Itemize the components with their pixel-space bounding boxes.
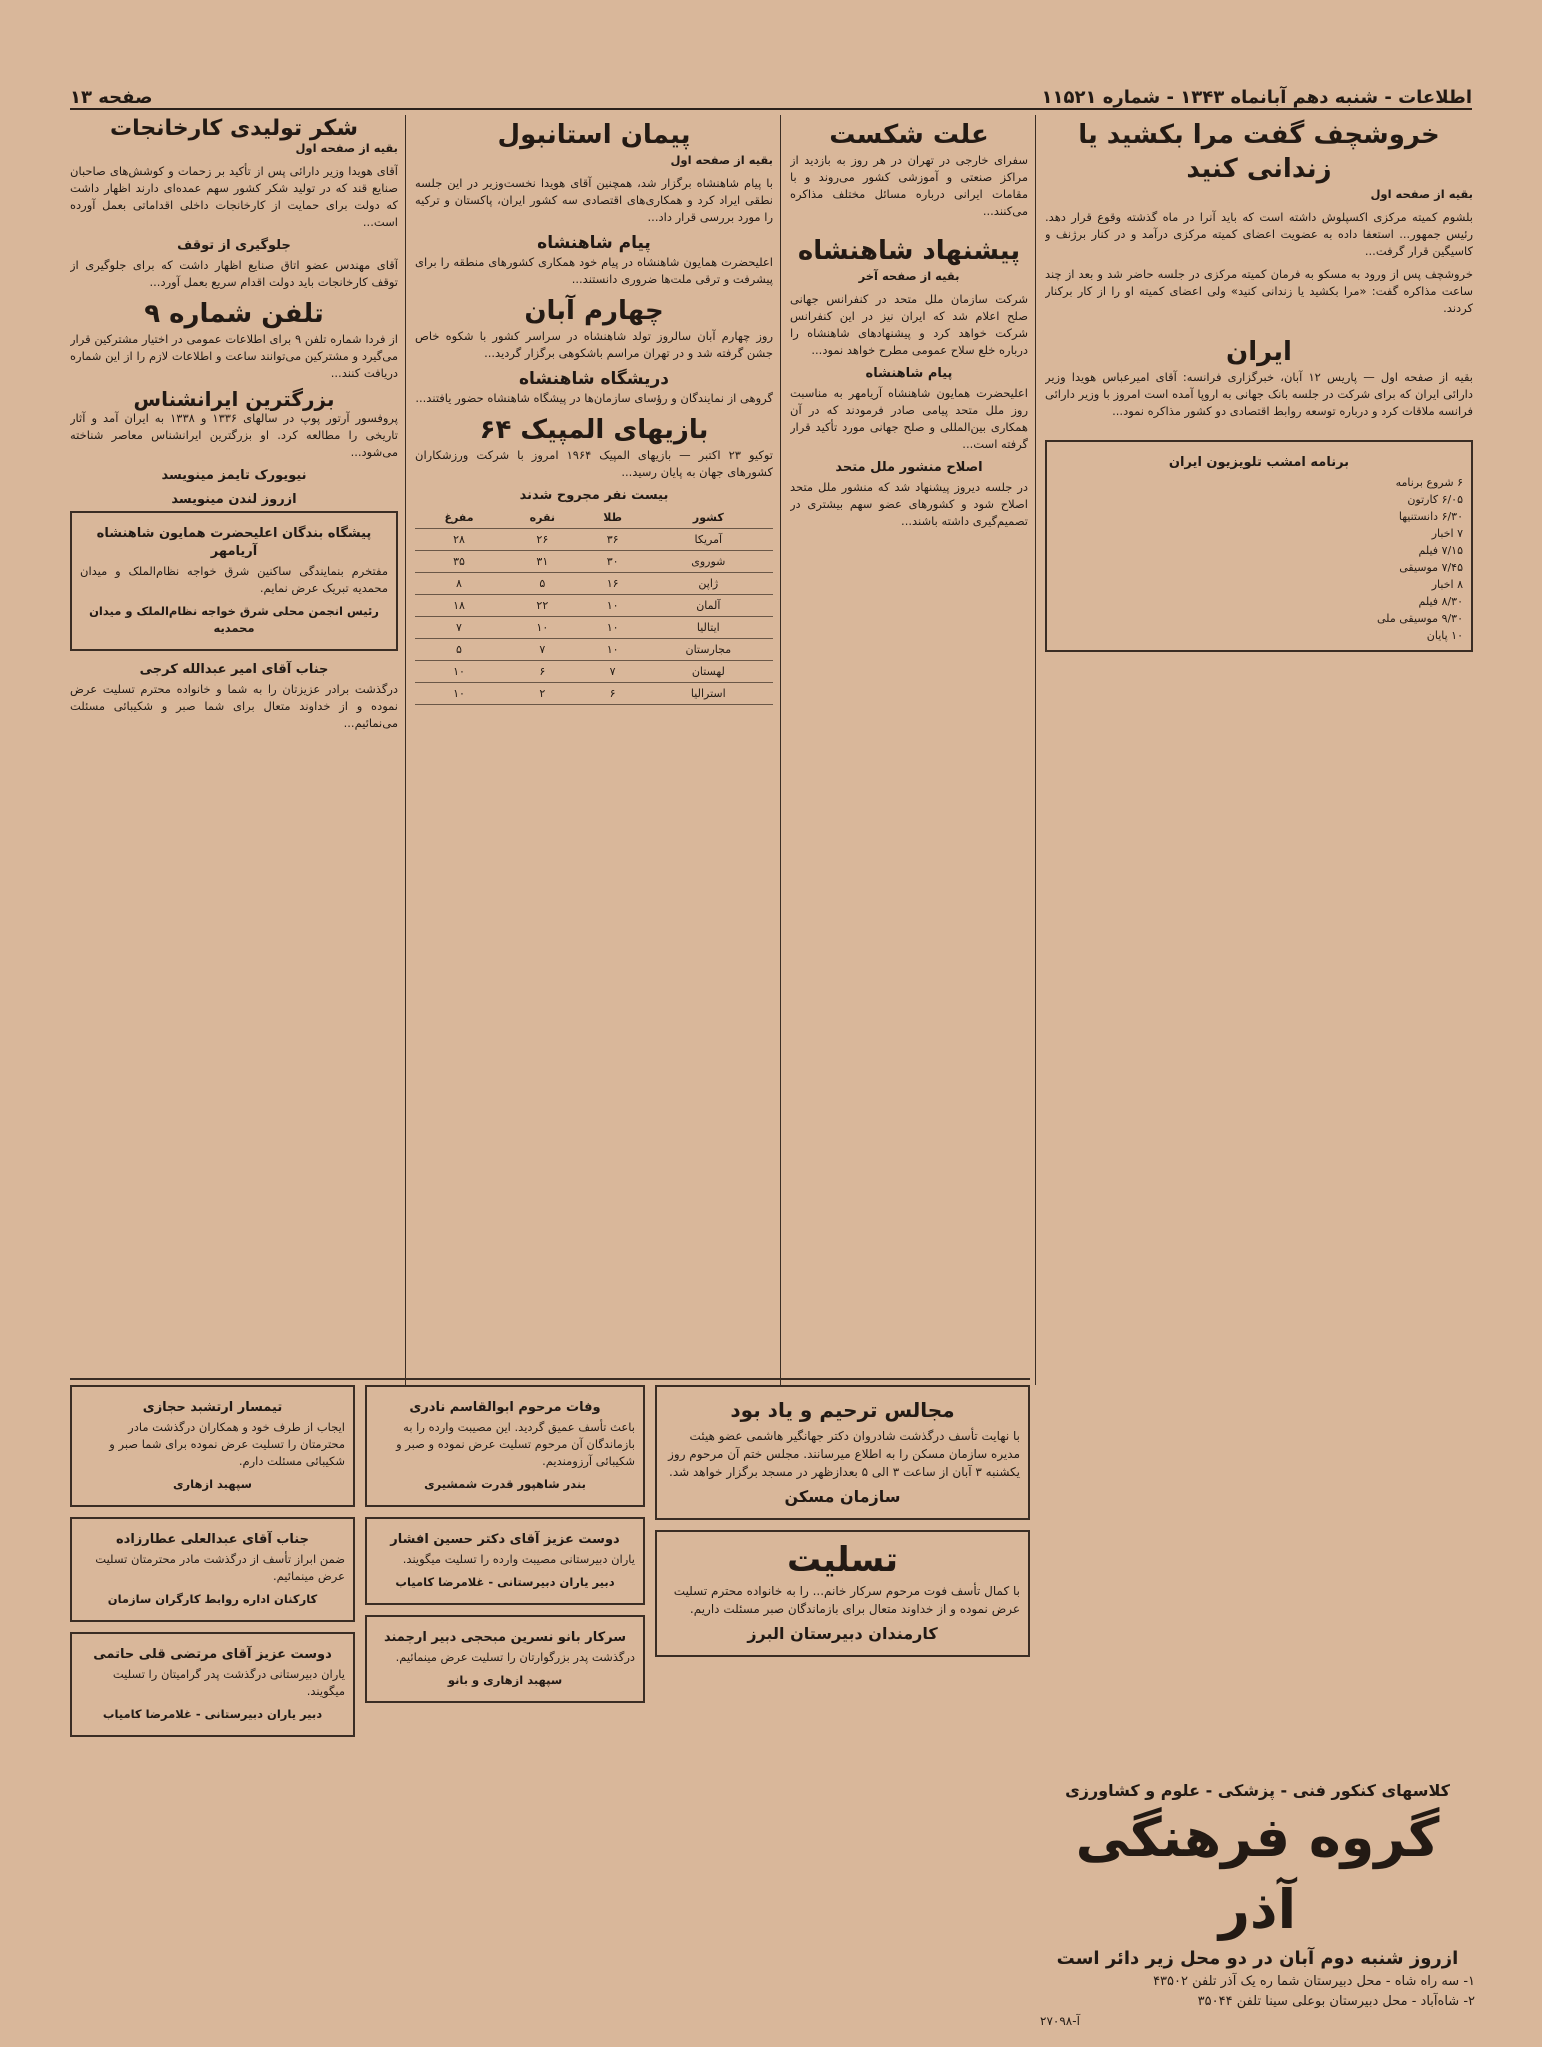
notice-signature: دبیر یاران دبیرستانی - غلامرضا کامیاب: [102, 1707, 323, 1721]
notice-title: وفات مرحوم ابوالقاسم نادری: [409, 1400, 601, 1415]
table-cell: ۳۱: [503, 551, 582, 573]
body-text: توکیو ۲۳ اکتبر — بازیهای المپیک ۱۹۶۴ امروز با شرکت ورزشکاران کشورهای جهان به پایان رسید...: [415, 448, 773, 479]
subhead-charter: اصلاح منشور ملل متحد: [835, 460, 983, 475]
ad-column-memorial: [655, 1385, 1030, 2015]
table-cell: ۲۸: [415, 529, 503, 551]
tv-schedule-item: ۶ شروع برنامه: [1395, 476, 1463, 489]
table-cell: لهستان: [644, 661, 773, 683]
table-cell: ۱۰: [415, 683, 503, 705]
tv-schedule-item: ۶/۰۵ کارتون: [1407, 493, 1463, 506]
notice-signature: کارکنان اداره روابط کارگران سازمان: [107, 1592, 318, 1606]
azar-location-2: ۲- شاه‌آباد - محل دبیرستان بوعلی سینا تلفن ۳۵۰۴۴: [1197, 1994, 1475, 2009]
body-text: سفرای خارجی در تهران در هر روز به بازدید از مراکز صنعتی و آموزشی کشور می‌روند و با مقامات ایرانی درباره مسائل مختلف مذاکره می‌کنند...: [790, 153, 1028, 218]
table-cell: ۸: [415, 573, 503, 595]
body-text: آقای مهندس عضو اتاق صنایع اظهار داشت که برای جلوگیری از توقف کارخانجات باید دولت اقدام سریع بعمل آورد...: [70, 258, 398, 289]
azar-top-line: کلاسهای کنکور فنی - پزشکی - علوم و کشاورزی: [1065, 1781, 1450, 1800]
condolence-signature: کارمندان دبیرستان البرز: [747, 1624, 938, 1643]
medal-table-column-header: نقره: [503, 507, 582, 529]
body-text: بلشوم کمیته مرکزی اکسپلوش داشته است که باید آنرا در ماه گذشته وقوع قرار دهد. رئیس جمهور... استعفا داده به عضویت اعضای کمیته مرکزی درآمد و در کنار برژنف و کاسیگین قرار گرفت...: [1045, 210, 1473, 258]
tv-schedule-item: ۹/۳۰ موسیقی ملی: [1377, 612, 1463, 625]
tv-schedule: [1045, 440, 1473, 652]
notice-body: درگذشت پدر بزرگوارتان را تسلیت عرض مینمائیم.: [395, 1650, 635, 1664]
notice-signature: سپهبد ازهاری و بانو: [447, 1673, 563, 1687]
condolence-title: جناب آقای امیر عبدالله کرجی: [139, 662, 329, 677]
body-text: گروهی از نمایندگان و رؤسای سازمان‌ها در پیشگاه شاهنشاه حضور یافتند...: [415, 391, 773, 405]
memorial-signature: سازمان مسکن: [784, 1487, 901, 1506]
masthead: [70, 78, 1472, 110]
memorial-box: [655, 1385, 1030, 1520]
memorial-title: مجالس ترحیم و یاد بود: [730, 1398, 955, 1422]
table-cell: ۱۰: [582, 639, 644, 661]
medal-table: [415, 507, 773, 705]
azar-subtitle: ازروز شنبه دوم آبان در دو محل زیر دائر است: [1056, 1948, 1459, 1969]
notice-box: [365, 1517, 645, 1605]
congratulation-signature: رئیس انجمن محلی شرق خواجه نظام‌الملک و میدان محمدیه: [89, 604, 379, 635]
notice-signature: بندر شاهپور قدرت شمشیری: [424, 1477, 586, 1491]
memorial-body: با نهایت تأسف درگذشت شادروان دکتر جهانگیر هاشمی عضو هیئت مدیره سازمان مسکن را به اطلاع میرسانند. مجلس ختم آن مرحوم روز یکشنبه ۳ آبان از ساعت ۳ الی ۵ بعدازظهر در مسجد برگزار خواهد شد.: [668, 1429, 1020, 1479]
notice-box: [365, 1615, 645, 1703]
notice-title: تیمسار ارتشبد حجازی: [142, 1400, 283, 1415]
subhead-olympics: بازیهای المپیک ۶۴: [479, 415, 709, 445]
table-cell: ۱۶: [582, 573, 644, 595]
masthead-date: اطلاعات - شنبه دهم آبانماه ۱۳۴۳ - شماره ۱۱۵۲۱: [1041, 87, 1472, 108]
table-cell: ۱۰: [503, 617, 582, 639]
table-cell: ۲: [503, 683, 582, 705]
notice-signature: سپهبد ازهاری: [173, 1477, 252, 1491]
subhead-iran: ایران: [1226, 337, 1292, 367]
notice-box: [70, 1632, 355, 1737]
divider-horizontal: [70, 1378, 1030, 1380]
table-cell: ۱۰: [582, 617, 644, 639]
page-number: صفحه ۱۳: [70, 87, 153, 108]
table-cell: ژاپن: [644, 573, 773, 595]
notice-title: دوست عزیز آقای مرتضی قلی حاتمی: [93, 1647, 332, 1662]
body-text: خروشچف پس از ورود به مسکو به فرمان کمیته مرکزی در جلسه حاضر شد و بعد از چند ساعت مذاکره گفت: «مرا بکشید یا زندانی کنید» ولی اعضای کمیته او را از کار برکنار کردند.: [1045, 267, 1473, 315]
subhead-message: پیام شاهنشاه: [537, 233, 651, 253]
divider: [1035, 115, 1036, 1385]
notice-title: جناب آقای عبدالعلی عطارزاده: [116, 1532, 309, 1547]
tv-schedule-item: ۸ اخبار: [1431, 578, 1463, 591]
table-row: [415, 529, 773, 551]
condolence-box: [655, 1530, 1030, 1657]
headline-cause-of-defeat: علت شکست: [829, 120, 989, 150]
body-text: بقیه از صفحه اول — پاریس ۱۲ آبان، خبرگزاری فرانسه: آقای امیرعباس هویدا وزیر دارائی ایران که برای شرکت در جلسه بانک جهانی به اروپا آمده است امروز با وزیر دارائی فرانسه ملاقات کرد و درباره توسعه روابط اقتصادی دو کشور مذاکره نمود...: [1045, 370, 1473, 418]
column-4: [70, 118, 398, 1388]
congratulation-title: پیشگاه بندگان اعلیحضرت همایون شاهنشاه آریامهر: [96, 526, 372, 559]
notice-box: [70, 1517, 355, 1622]
tv-schedule-item: ۶/۳۰ دانستنیها: [1398, 510, 1463, 523]
medal-table-body: [415, 529, 773, 705]
table-row: [415, 595, 773, 617]
table-cell: ۱۸: [415, 595, 503, 617]
medal-table-column-header: کشور: [644, 507, 773, 529]
table-cell: ۶: [582, 683, 644, 705]
table-cell: ۶: [503, 661, 582, 683]
continued-note: بقیه از صفحه اول: [670, 153, 773, 167]
notice-body: ضمن ابراز تأسف از درگذشت مادر محترمتان تسلیت عرض مینمائیم.: [95, 1552, 345, 1583]
continued-note: بقیه از صفحه اول: [1370, 187, 1473, 201]
table-cell: ۷: [503, 639, 582, 661]
notice-body: باعث تأسف عمیق گردید. این مصیبت وارده را به بازماندگان آن مرحوم تسلیت عرض نموده و صبر و شکیبائی آرزومندیم.: [396, 1420, 635, 1468]
tv-schedule-title: برنامه امشب تلویزیون ایران: [1168, 455, 1350, 470]
medal-table-column-header: طلا: [582, 507, 644, 529]
column-3: [415, 118, 773, 1388]
divider: [405, 115, 406, 1385]
congratulation-body: مفتخرم بنمایندگی ساکنین شرق خواجه نظام‌الملک و میدان محمدیه تبریک عرض نمایم.: [80, 564, 388, 595]
results-title: بیست نفر مجروح شدند: [519, 488, 669, 503]
table-cell: ۳۶: [582, 529, 644, 551]
subhead-iranologist: بزرگترین ایرانشناس: [133, 387, 335, 411]
subhead-fourth-aban: چهارم آبان: [524, 296, 664, 326]
tv-schedule-item: ۸/۳۰ فیلم: [1418, 595, 1463, 608]
notice-body: ایجاب از طرف خود و همکاران درگذشت مادر محترمتان را تسلیت عرض نموده برای شما صبر و شکیبائی مسئلت دارم.: [109, 1420, 345, 1468]
azar-advertisement: [1040, 1780, 1475, 2025]
table-cell: ۵: [415, 639, 503, 661]
notice-box: [70, 1385, 355, 1507]
headline-sugar: شکر تولیدی کارخانجات: [110, 118, 358, 141]
table-row: [415, 639, 773, 661]
notice-title: دوست عزیز آقای دکتر حسین افشار: [390, 1532, 620, 1547]
table-cell: ۱۰: [415, 661, 503, 683]
table-cell: ۲۲: [503, 595, 582, 617]
table-cell: ۳۰: [582, 551, 644, 573]
notice-signature: دبیر یاران دبیرستانی - غلامرضا کامیاب: [395, 1575, 615, 1589]
congratulation-box: [70, 511, 398, 651]
table-cell: ۱۰: [582, 595, 644, 617]
tv-schedule-item: ۷/۴۵ موسیقی: [1399, 561, 1463, 574]
body-text: شرکت سازمان ملل متحد در کنفرانس جهانی صلح اعلام شد که ایران نیز در این کنفرانس شرکت خواهد کرد و پیشنهادهای شاهنشاه را درباره خلع سلاح عمومی مطرح خواهد نمود...: [790, 292, 1028, 357]
notice-title: سرکار بانو نسرین مبحجی دبیر ارجمند: [383, 1630, 627, 1645]
tv-schedule-item: ۱۰ پایان: [1426, 629, 1463, 642]
body-text: اعلیحضرت همایون شاهنشاه در پیام خود همکاری کشورهای منطقه را برای پیشرفت و ترقی ملت‌ها ضروری دانستند...: [415, 255, 773, 286]
azar-title: گروه فرهنگی آذر: [1075, 1806, 1440, 1941]
notice-body: یاران دبیرستانی درگذشت پدر گرامیتان را تسلیت میگویند.: [112, 1667, 345, 1698]
condolence-body: با کمال تأسف فوت مرحوم سرکار خانم... را به خانواده محترم تسلیت عرض نموده و از خداوند متعال برای بازماندگان صبر مسئلت داریم.: [673, 1584, 1020, 1616]
column-1: [1045, 118, 1473, 2018]
table-cell: شوروی: [644, 551, 773, 573]
table-cell: ۷: [415, 617, 503, 639]
azar-ad-code: آ-۲۷۰۹۸: [1040, 2014, 1080, 2025]
table-cell: ایتالیا: [644, 617, 773, 639]
headline-shahanshah-proposal: پیشنهاد شاهنشاه: [797, 236, 1021, 266]
subhead-london: ازروز لندن مینویسد: [171, 492, 297, 507]
body-text: با پیام شاهنشاه برگزار شد، همچنین آقای هویدا نخست‌وزیر در این جلسه نطقی ایراد کرد و همکاری‌های اقتصادی سه کشور ایران، پاکستان و ترکیه را مورد بررسی قرار داد...: [415, 176, 773, 224]
condolence-body: درگذشت برادر عزیزتان را به شما و خانواده محترم تسلیت عرض نموده و از خداوند متعال برای شما صبر و شکیبائی مسئلت می‌نمائیم...: [70, 682, 398, 730]
body-text: روز چهارم آبان سالروز تولد شاهنشاه در سراسر کشور با شکوه خاص جشن گرفته شد و در تهران مراسم باشکوهی برگزار گردید...: [415, 329, 773, 360]
medal-table-column-header: مفرغ: [415, 507, 503, 529]
table-cell: ۵: [503, 573, 582, 595]
column-2: [790, 118, 1028, 1388]
body-text: از فردا شماره تلفن ۹ برای اطلاعات عمومی در اختیار مشترکین قرار می‌گیرد و مشترکین می‌توانند ساعت و اطلاعات لازم را از این شماره دریافت کنند...: [70, 332, 398, 380]
body-text: اعلیحضرت همایون شاهنشاه آریامهر به مناسبت روز ملل متحد پیامی صادر فرمودند که در آن همکاری بین‌المللی و صلح جهانی مورد تأکید قرار گرفته است...: [790, 386, 1028, 451]
tv-schedule-item: ۷ اخبار: [1431, 527, 1463, 540]
continued-note: بقیه از صفحه آخر: [858, 269, 960, 283]
notice-body: یاران دبیرستانی مصیبت وارده را تسلیت میگویند.: [402, 1552, 635, 1566]
headline-khrushchev: خروشچف گفت مرا بکشید یا زندانی کنید: [1078, 120, 1440, 184]
table-cell: آمریکا: [644, 529, 773, 551]
table-cell: استرالیا: [644, 683, 773, 705]
body-text: آقای هویدا وزیر دارائی پس از تأکید بر زحمات و کوشش‌های صاحبان صنایع قند که در تولید شکر کشور سهم عمده‌ای دارند اظهار داشت که دولت برای حمایت از کارخانجات داخلی اقداماتی بعمل آورده است...: [70, 164, 398, 229]
notice-box: [365, 1385, 645, 1507]
table-cell: مجارستان: [644, 639, 773, 661]
ad-column-c: [365, 1385, 645, 2015]
body-text: در جلسه دیروز پیشنهاد شد که منشور ملل متحد اصلاح شود و کشورهای عضو سهم بیشتری در تصمیم‌گیری داشته باشند...: [790, 480, 1028, 528]
subhead-nyt: نیویورک تایمز مینویسد: [161, 468, 307, 483]
tv-list: [1055, 474, 1463, 644]
table-row: [415, 617, 773, 639]
medal-table-header: [415, 507, 773, 529]
azar-location-1: ۱- سه راه شاه - محل دبیرستان شما ره یک آذر تلفن ۴۳۵۰۲: [1153, 1974, 1475, 1989]
continued-note: بقیه از صفحه اول: [295, 141, 398, 155]
body-text: پروفسور آرتور پوپ در سالهای ۱۳۳۶ و ۱۳۳۸ به ایران آمد و آثار تاریخی را مطالعه کرد. او بزرگترین ایرانشناس معاصر شناخته می‌شود...: [70, 411, 398, 459]
table-cell: ۳۵: [415, 551, 503, 573]
subhead-audience: دریشگاه شاهنشاه: [519, 369, 669, 389]
subhead-phone-9: تلفن شماره ۹: [144, 299, 324, 329]
subhead-stoppage: جلوگیری از توقف: [177, 238, 291, 253]
divider: [780, 115, 781, 1385]
tv-schedule-item: ۷/۱۵ فیلم: [1418, 544, 1463, 557]
table-row: [415, 661, 773, 683]
table-cell: ۲۶: [503, 529, 582, 551]
condolence-banner: تسلیت: [786, 1540, 899, 1580]
subhead-message: پیام شاهنشاه: [865, 366, 953, 381]
table-row: [415, 551, 773, 573]
ad-column-b: [70, 1385, 355, 2015]
table-row: [415, 573, 773, 595]
table-cell: ۷: [582, 661, 644, 683]
headline-istanbul-pact: پیمان استانبول: [497, 120, 691, 150]
table-cell: آلمان: [644, 595, 773, 617]
table-row: [415, 683, 773, 705]
